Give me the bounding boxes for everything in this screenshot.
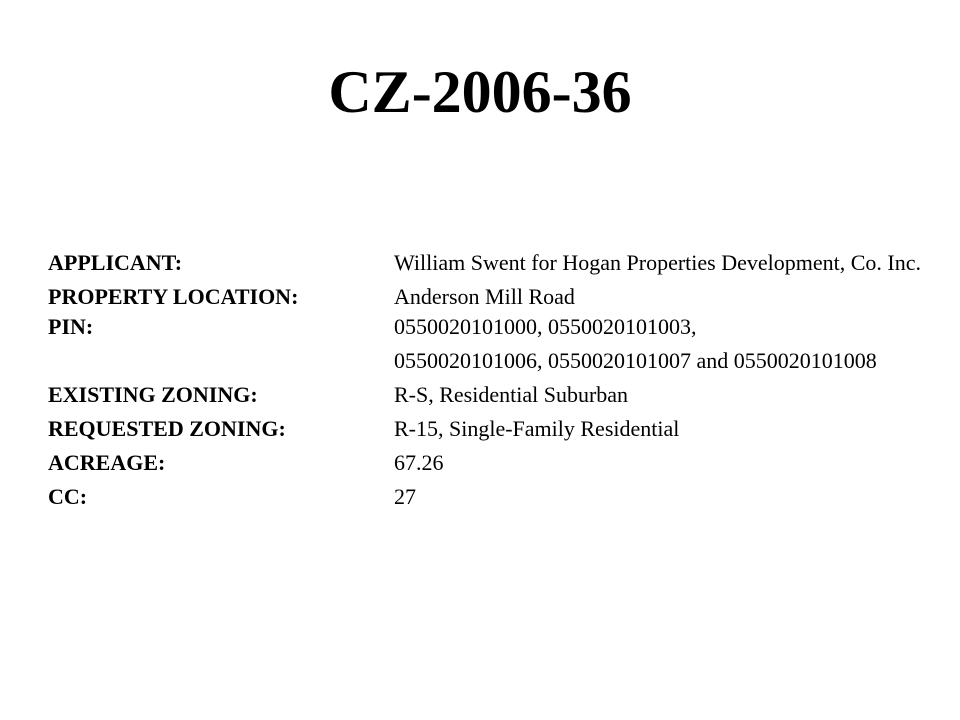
pin-value-line-1: 0550020101000, 0550020101003, xyxy=(394,314,697,339)
pin-value xyxy=(394,314,948,374)
cc-label: CC: xyxy=(48,484,88,509)
property-location-row xyxy=(48,284,948,310)
applicant-row xyxy=(48,250,948,276)
applicant-value: William Swent for Hogan Properties Development, Co. Inc. xyxy=(394,250,922,275)
pin-label: PIN: xyxy=(48,314,94,339)
pin-value-line-2: 0550020101006, 0550020101007 and 0550020101008 xyxy=(394,348,877,373)
property-location-value: Anderson Mill Road xyxy=(394,284,575,309)
acreage-value: 67.26 xyxy=(394,450,444,475)
requested-zoning-label: REQUESTED ZONING: xyxy=(48,416,286,441)
existing-zoning-label: EXISTING ZONING: xyxy=(48,382,258,407)
existing-zoning-row xyxy=(48,382,948,408)
requested-zoning-row xyxy=(48,416,948,442)
pin-row xyxy=(48,314,948,374)
cc-value: 27 xyxy=(394,484,416,509)
existing-zoning-value: R-S, Residential Suburban xyxy=(394,382,629,407)
cc-row xyxy=(48,484,948,510)
applicant-label: APPLICANT: xyxy=(48,250,183,275)
acreage-row xyxy=(48,450,948,476)
page-title: CZ-2006-36 xyxy=(328,59,632,125)
acreage-label: ACREAGE: xyxy=(48,450,166,475)
property-location-label: PROPERTY LOCATION: xyxy=(48,284,299,309)
case-details xyxy=(48,250,948,510)
requested-zoning-value: R-15, Single-Family Residential xyxy=(394,416,680,441)
